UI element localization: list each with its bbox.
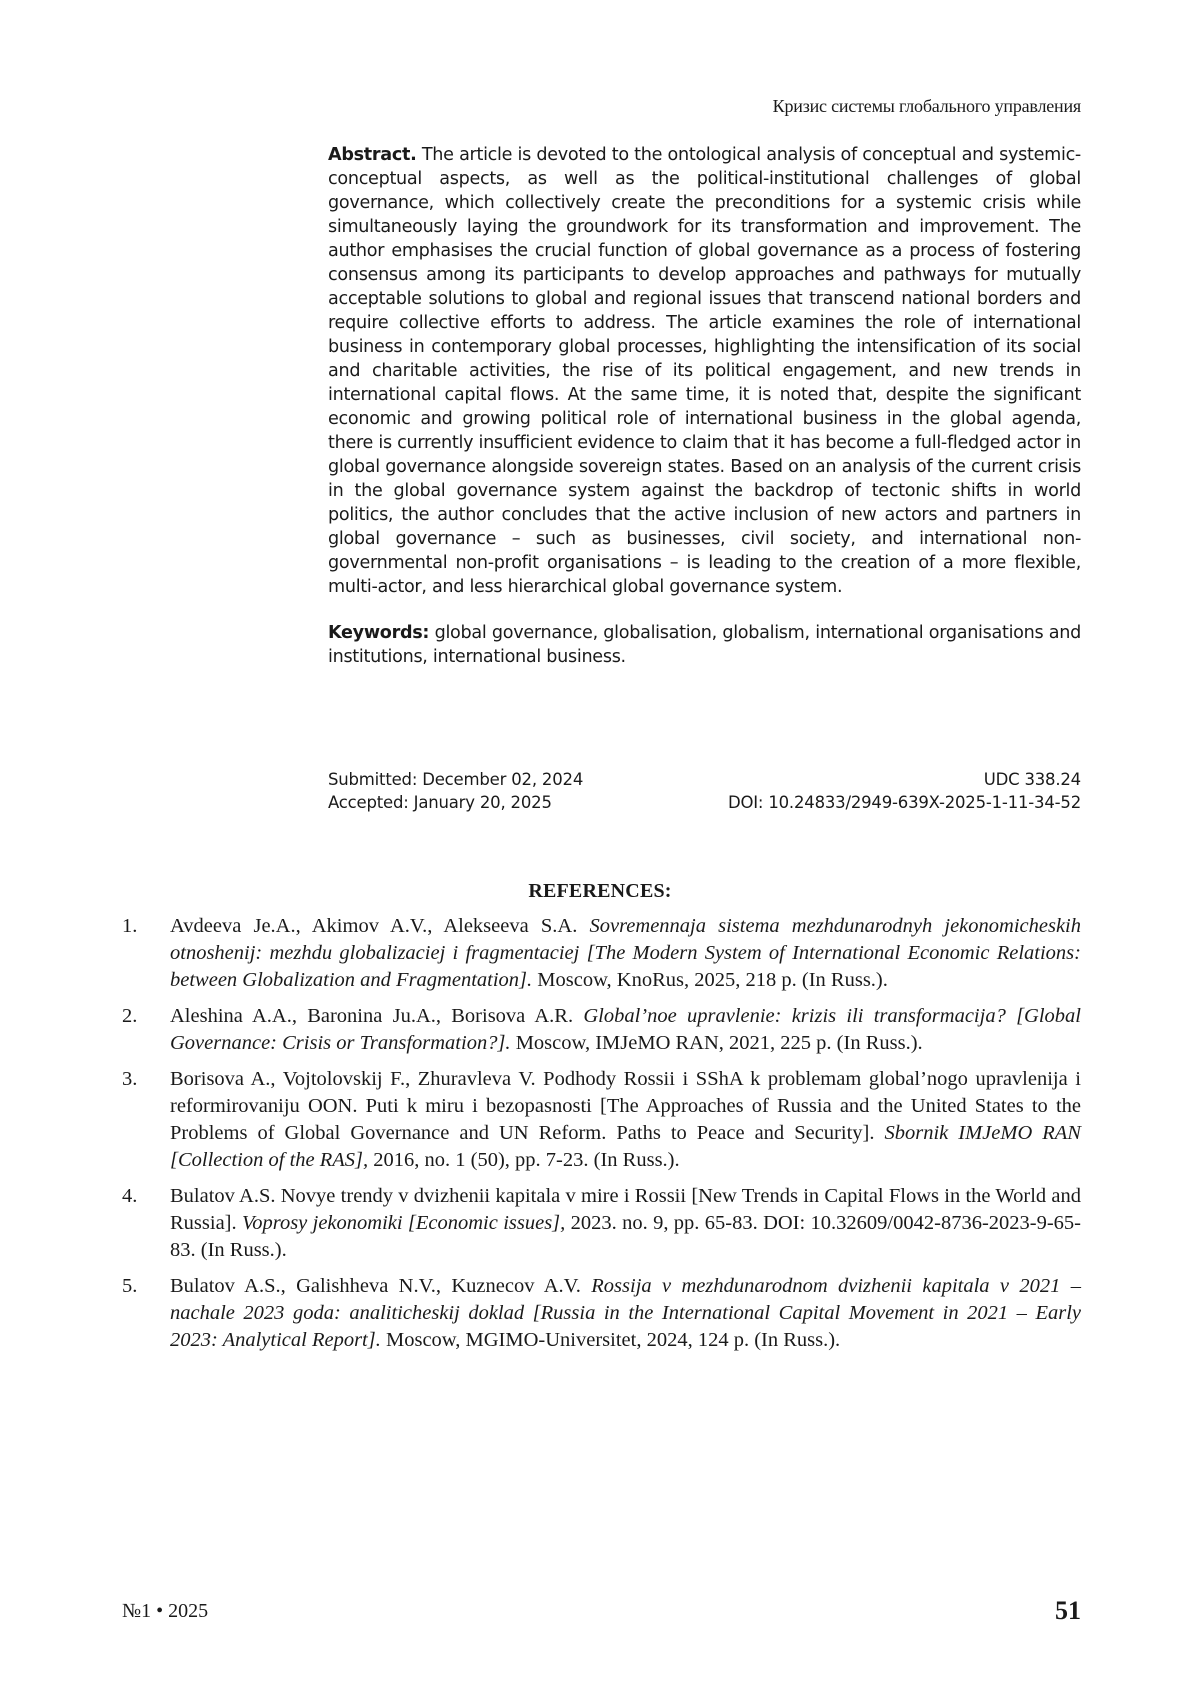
reference-text-part: Borisova A., Vojtolovskij F., Zhuravleva V. Podhody Rossii i SShA k problemam global’nogo upravlenija i reformirovaniju OON. Puti k miru i bezopasnosti [The Approaches of Russia and the United States to the Problems of Global Governance and UN Reform. Paths to Peace and Security].: [170, 1068, 1081, 1144]
reference-title-italic: Voprosy jekonomiki [Economic issues],: [241, 1212, 566, 1234]
reference-text-part: Moscow, IMJeMO RAN, 2021, 225 p. (In Russ.).: [510, 1032, 923, 1054]
reference-number: 1.: [122, 915, 138, 937]
page-number: 51: [1055, 1596, 1081, 1625]
reference-title-italic: Sovremennaja sistema mezhdunarodnyh jekonomicheskih otnoshenij: mezhdu globalizaciej i fragmentaciej [The Modern System of International Economic Relations: between Globalization and Fragmentation].: [170, 915, 1081, 991]
reference-number: 2.: [122, 1005, 138, 1027]
reference-text-part: Moscow, MGIMO-Universitet, 2024, 124 p. (In Russ.).: [380, 1329, 841, 1351]
reference-text-part: Moscow, KnoRus, 2025, 218 p. (In Russ.).: [532, 969, 888, 991]
reference-text-part: 2016, no. 1 (50), pp. 7-23. (In Russ.).: [368, 1149, 680, 1171]
issue-label: №1 • 2025: [122, 1600, 209, 1622]
reference-text-part: 2023. no. 9, pp. 65-83. DOI: 10.32609/0042-8736-2023-9-65-83. (In Russ.).: [170, 1212, 1082, 1261]
reference-item: [122, 1183, 1081, 1264]
reference-text-part: Bulatov A.S. Novye trendy v dvizhenii kapitala v mire i Rossii [New Trends in Capital Flows in the World and Russia].: [170, 1185, 1081, 1234]
abstract-label: Abstract.: [328, 145, 417, 165]
reference-title-italic: Global’noe upravlenie: krizis ili transformacija? [Global Governance: Crisis or Transformation?].: [170, 1005, 1081, 1054]
reference-text-part: Aleshina A.A., Baronina Ju.A., Borisova A.R.: [170, 1005, 584, 1027]
abstract-block: [328, 143, 1081, 669]
references-list: [122, 913, 1081, 1363]
doi: DOI: 10.24833/2949-639X-2025-1-11-34-52: [727, 793, 1081, 812]
reference-item: [122, 1273, 1081, 1354]
dates: [328, 768, 583, 814]
reference-title-italic: Rossija v mezhdunarodnom dvizhenii kapitala v 2021 – nachale 2023 goda: analiticheskij doklad [Russia in the International Capital Movement in 2021 – Early 2023: Analytical Report].: [170, 1275, 1081, 1351]
abstract-text: The article is devoted to the ontological analysis of conceptual and systemic-conceptual aspects, as well as the political-institutional challenges of global governance, which collectively create the preconditions for a systemic crisis while simultaneously laying the groundwork for its transformation and improvement. The author emphasises the crucial function of global governance as a process of fostering consensus among its participants to develop approaches and pathways for mutually acceptable solutions to global and regional issues that transcend national borders and require collective efforts to address. The article examines the role of international business in contemporary global processes, highlighting the intensification of its social and charitable activities, the rise of its political engagement, and new trends in international capital flows. At the same time, it is noted that, despite the significant economic and growing political role of international business in the global agenda, there is currently insufficient evidence to claim that it has become a full-fledged actor in global governance alongside sovereign states. Based on an analysis of the current crisis in the global governance system against the backdrop of tectonic shifts in world politics, the author concludes that the active inclusion of new actors and partners in global governance – such as businesses, civil society, and international non-governmental non-profit organisations – is leading to the creation of a more flexible, multi-actor, and less hierarchical global governance system.: [328, 145, 1081, 597]
reference-text: [170, 1273, 1081, 1354]
udc-code: UDC 338.24: [983, 770, 1081, 789]
submitted-date: Submitted: December 02, 2024: [328, 770, 584, 789]
reference-number: 3.: [122, 1068, 138, 1090]
reference-text: [170, 1183, 1081, 1264]
keywords-text: global governance, globalisation, globalism, international organisations and institutions, international business.: [328, 623, 1081, 667]
reference-text: [170, 1003, 1081, 1057]
reference-text: [170, 913, 1081, 994]
references-heading: REFERENCES:: [528, 880, 672, 902]
reference-text: [170, 1066, 1081, 1174]
identifiers: [728, 768, 1081, 814]
keywords-label: Keywords:: [328, 623, 430, 643]
reference-text-part: Avdeeva Je.A., Akimov A.V., Alekseeva S.A.: [170, 915, 590, 937]
reference-item: [122, 1003, 1081, 1057]
abstract-paragraph: [328, 143, 1081, 599]
reference-item: [122, 1066, 1081, 1174]
article-meta: [328, 768, 1081, 814]
reference-title-italic: Sbornik IMJeMO RAN [Collection of the RAS],: [170, 1122, 1081, 1171]
reference-text-part: Bulatov A.S., Galishheva N.V., Kuznecov A.V.: [170, 1275, 592, 1297]
running-head: Кризис системы глобального управления: [772, 96, 1081, 116]
reference-item: [122, 913, 1081, 994]
keywords-paragraph: [328, 621, 1081, 669]
reference-number: 4.: [122, 1185, 138, 1207]
accepted-date: Accepted: January 20, 2025: [328, 793, 552, 812]
reference-number: 5.: [122, 1275, 138, 1297]
